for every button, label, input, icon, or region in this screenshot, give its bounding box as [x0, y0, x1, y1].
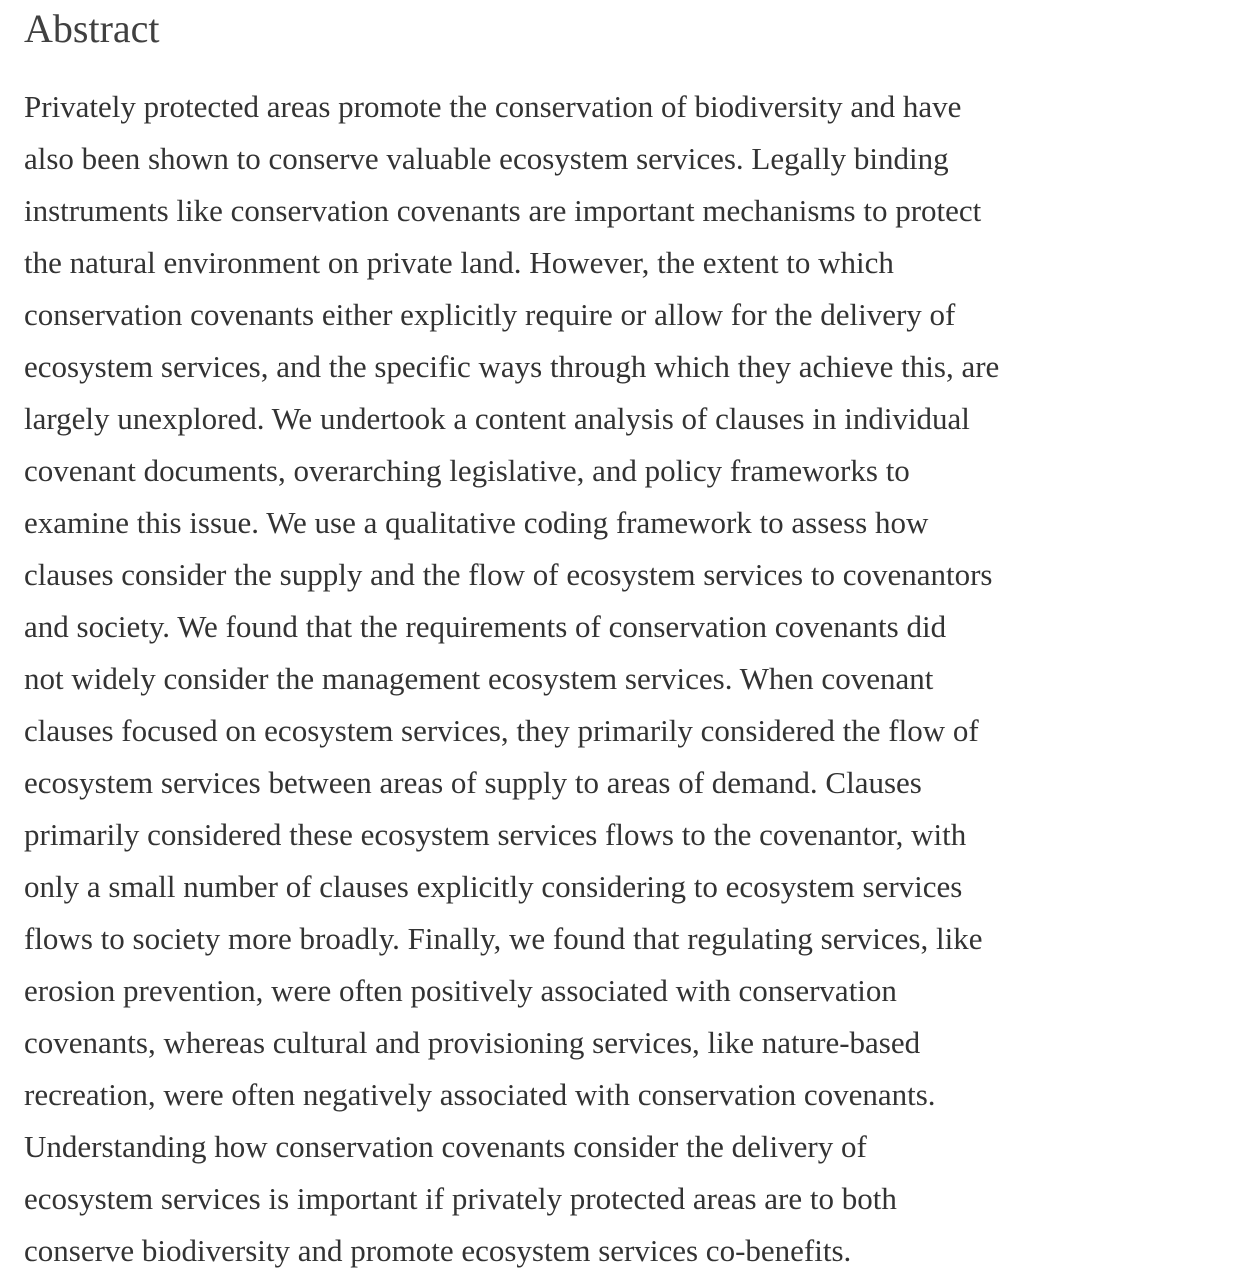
abstract-line: ecosystem services is important if privately protected areas are to both	[24, 1181, 897, 1216]
abstract-line: flows to society more broadly. Finally, we found that regulating services, like	[24, 921, 983, 956]
abstract-line: primarily considered these ecosystem services flows to the covenantor, with	[24, 817, 967, 852]
abstract-line: erosion prevention, were often positively associated with conservation	[24, 973, 897, 1008]
abstract-line: the natural environment on private land. However, the extent to which	[24, 245, 894, 280]
abstract-line: and society. We found that the requirements of conservation covenants did	[24, 609, 947, 644]
abstract-line: examine this issue. We use a qualitative coding framework to assess how	[24, 505, 929, 540]
abstract-heading: Abstract	[24, 6, 160, 51]
abstract-line: covenants, whereas cultural and provisioning services, like nature-based	[24, 1025, 921, 1060]
abstract-line: instruments like conservation covenants are important mechanisms to protect	[24, 193, 982, 228]
abstract-line: largely unexplored. We undertook a content analysis of clauses in individual	[24, 401, 970, 436]
abstract-line: also been shown to conserve valuable ecosystem services. Legally binding	[24, 141, 949, 176]
abstract-line: only a small number of clauses explicitly considering to ecosystem services	[24, 869, 963, 904]
abstract-section	[24, 0, 1252, 1277]
abstract-line: Privately protected areas promote the conservation of biodiversity and have	[24, 89, 962, 124]
abstract-line: Understanding how conservation covenants consider the delivery of	[24, 1129, 867, 1164]
abstract-line: clauses focused on ecosystem services, they primarily considered the flow of	[24, 713, 979, 748]
abstract-line: covenant documents, overarching legislative, and policy frameworks to	[24, 453, 910, 488]
abstract-line: ecosystem services, and the specific ways through which they achieve this, are	[24, 349, 1000, 384]
abstract-body	[24, 81, 1252, 1277]
abstract-line: recreation, were often negatively associated with conservation covenants.	[24, 1077, 936, 1112]
abstract-line: conservation covenants either explicitly require or allow for the delivery of	[24, 297, 956, 332]
abstract-line: not widely consider the management ecosystem services. When covenant	[24, 661, 934, 696]
abstract-line: ecosystem services between areas of supply to areas of demand. Clauses	[24, 765, 922, 800]
abstract-line: conserve biodiversity and promote ecosystem services co-benefits.	[24, 1233, 852, 1268]
abstract-line: clauses consider the supply and the flow of ecosystem services to covenantors	[24, 557, 993, 592]
